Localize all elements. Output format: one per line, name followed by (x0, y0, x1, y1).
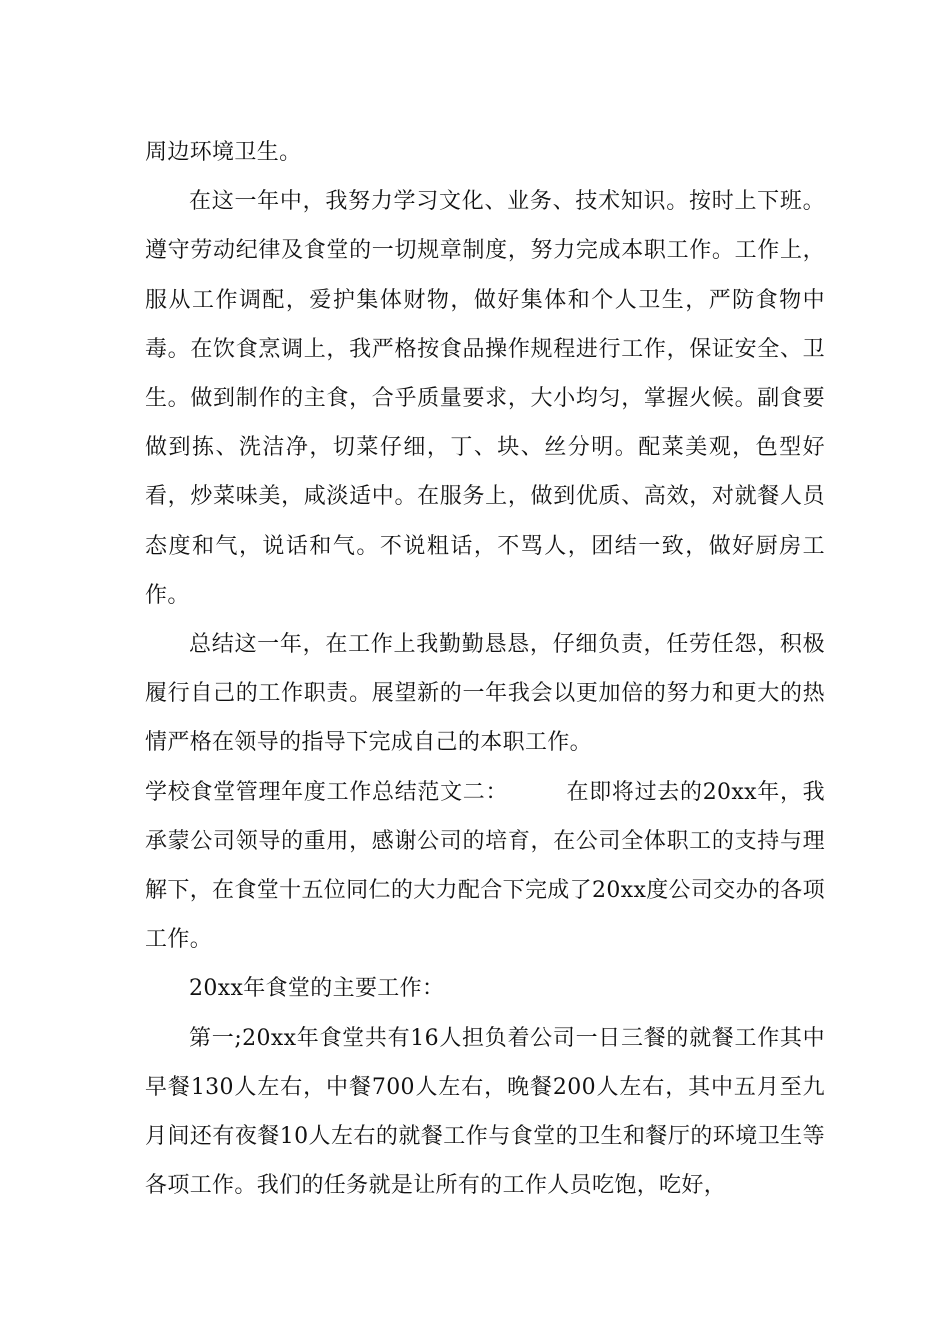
paragraph-sample-two (145, 768, 825, 965)
subheading-main-work: 20xx年食堂的主要工作： (189, 976, 445, 1002)
paragraph-summary: 总结这一年，在工作上我勤勤恳恳，仔细负责，任劳任怨，积极履行自己的工作职责。展望新的一年我会以更加倍的努力和更大的热情严格在领导的指导下完成自己的本职工作。 (145, 632, 825, 756)
paragraph-first-point: 第一;20xx年食堂共有16人担负着公司一日三餐的就餐工作其中早餐130人左右，中餐700人左右，晚餐200人左右，其中五月至九月间还有夜餐10人左右的就餐工作与食堂的卫生和餐厅的环境卫生等各项工作。我们的任务就是让所有的工作人员吃饱，吃好， (145, 1025, 825, 1199)
document-page (145, 128, 825, 1210)
section-intro: 在即将过去的20xx年，我承蒙公司领导的重用，感谢公司的培育，在公司全体职工的支持与理解下，在食堂十五位同仁的大力配合下完成了20xx度公司交办的各项工作。 (145, 779, 826, 953)
section-heading: 学校食堂管理年度工作总结范文二： (145, 779, 509, 805)
paragraph-year-work: 在这一年中，我努力学习文化、业务、技术知识。按时上下班。遵守劳动纪律及食堂的一切规章制度，努力完成本职工作。工作上，服从工作调配，爱护集体财物，做好集体和个人卫生，严防食物中毒。在饮食烹调上，我严格按食品操作规程进行工作，保证安全、卫生。做到制作的主食，合乎质量要求，大小均匀，掌握火候。副食要做到拣、洗洁净，切菜仔细，丁、块、丝分明。配菜美观，色型好看，炒菜味美，咸淡适中。在服务上，做到优质、高效，对就餐人员态度和气，说话和气。不说粗话，不骂人，团结一致，做好厨房工作。 (145, 189, 825, 608)
paragraph-environment: 周边环境卫生。 (145, 140, 302, 165)
